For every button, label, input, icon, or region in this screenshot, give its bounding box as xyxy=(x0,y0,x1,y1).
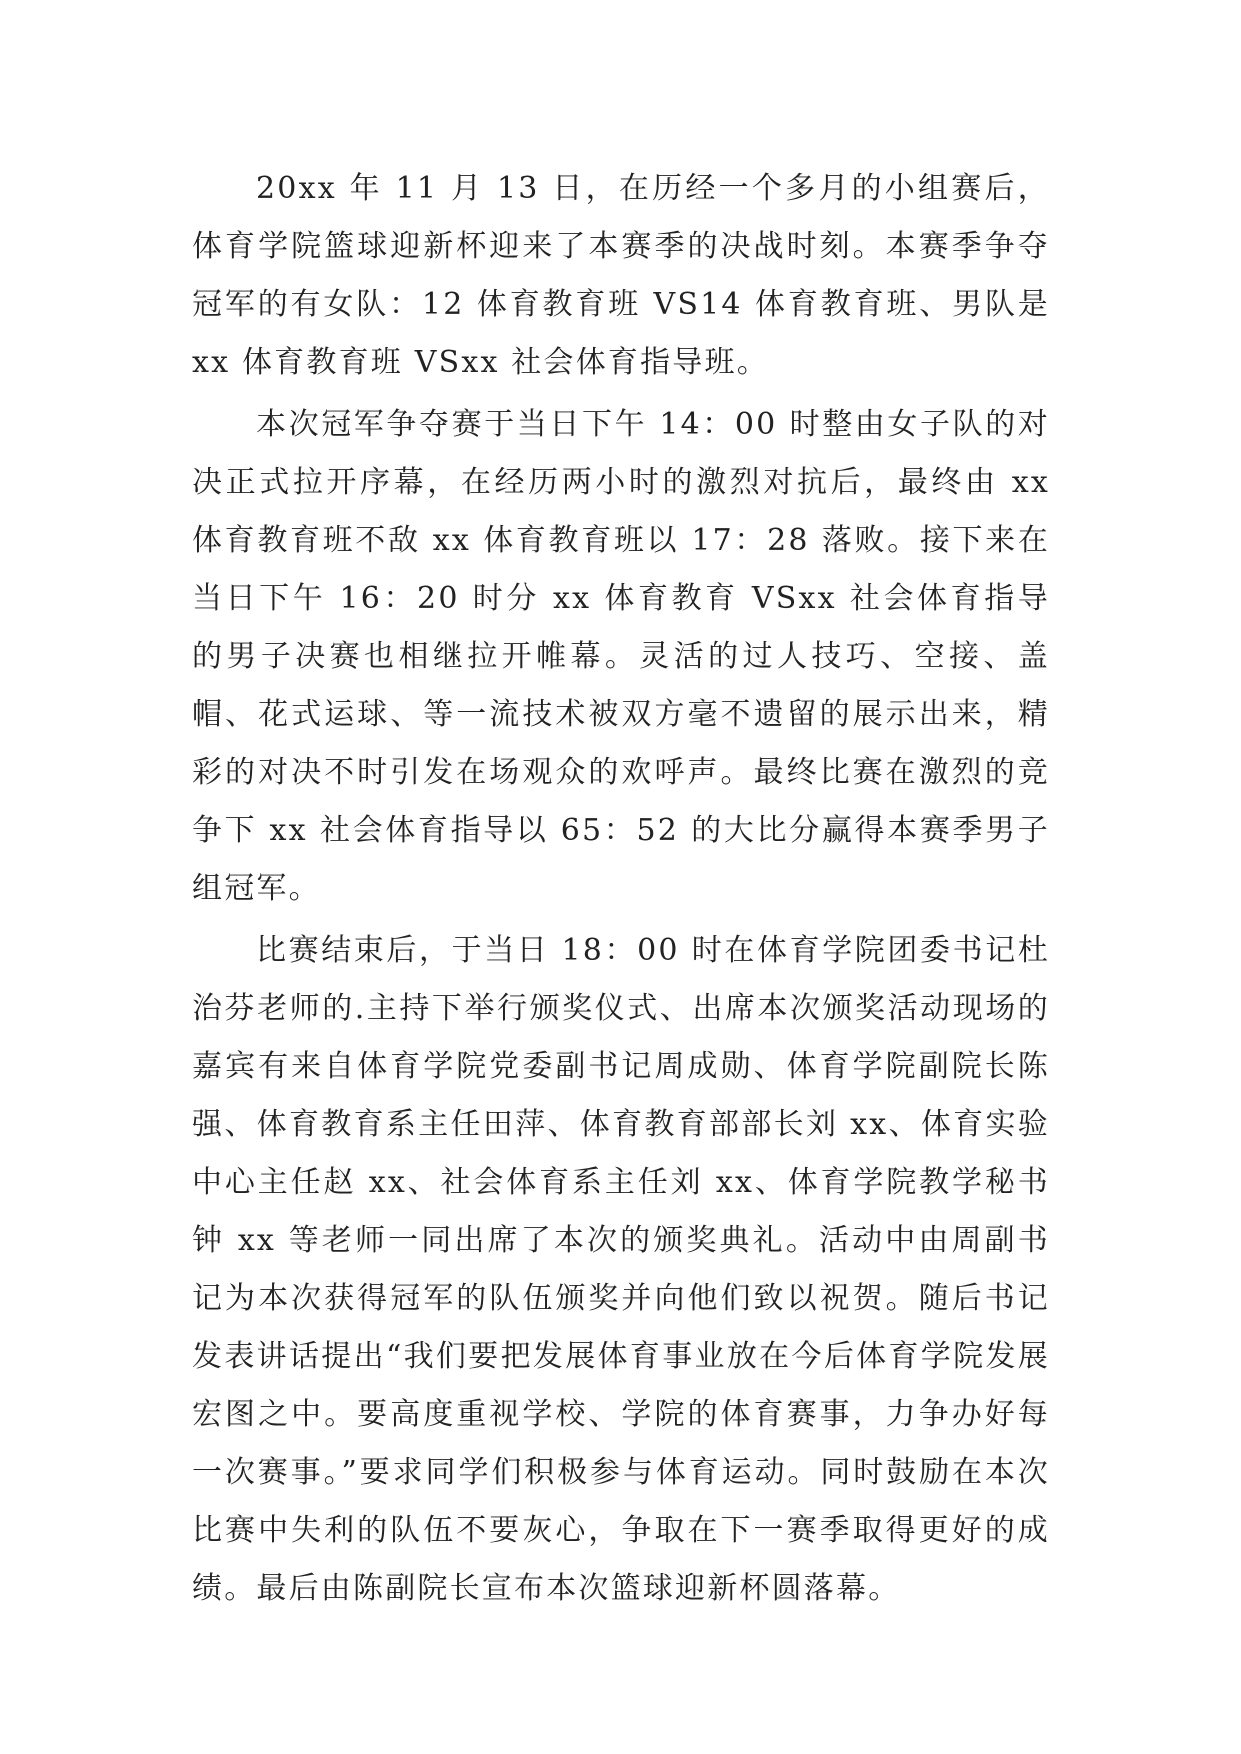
document-body xyxy=(192,160,1050,1622)
paragraph-intro: 20xx 年 11 月 13 日，在历经一个多月的小组赛后，体育学院篮球迎新杯迎来了本赛季的决战时刻。本赛季争夺冠军的有女队：12 体育教育班 VS14 体育教育班、男队是 xx 体育教育班 VSxx 社会体育指导班。 xyxy=(192,171,1050,380)
paragraph-award-ceremony: 比赛结束后，于当日 18：00 时在体育学院团委书记杜治芬老师的.主持下举行颁奖仪式、出席本次颁奖活动现场的嘉宾有来自体育学院党委副书记周成勋、体育学院副院长陈强、体育教育系主任田萍、体育教育部部长刘 xx、体育实验中心主任赵 xx、社会体育系主任刘 xx、体育学院教学秘书钟 xx 等老师一同出席了本次的颁奖典礼。活动中由周副书记为本次获得冠军的队伍颁奖并向他们致以祝贺。随后书记发表讲话提出“我们要把发展体育事业放在今后体育学院发展宏图之中。要高度重视学校、学院的体育赛事，力争办好每一次赛事。”要求同学们积极参与体育运动。同时鼓励在本次比赛中失利的队伍不要灰心，争取在下一赛季取得更好的成绩。最后由陈副院长宣布本次篮球迎新杯圆落幕。 xyxy=(192,933,1050,1606)
paragraph-match-results: 本次冠军争夺赛于当日下午 14：00 时整由女子队的对决正式拉开序幕，在经历两小时的激烈对抗后，最终由 xx 体育教育班不敌 xx 体育教育班以 17：28 落败。接下来在当日下午 16：20 时分 xx 体育教育 VSxx 社会体育指导的男子决赛也相继拉开帷幕。灵活的过人技巧、空接、盖帽、花式运球、等一流技术被双方毫不遗留的展示出来，精彩的对决不时引发在场观众的欢呼声。最终比赛在激烈的竞争下 xx 社会体育指导以 65：52 的大比分赢得本赛季男子组冠军。 xyxy=(192,407,1050,906)
